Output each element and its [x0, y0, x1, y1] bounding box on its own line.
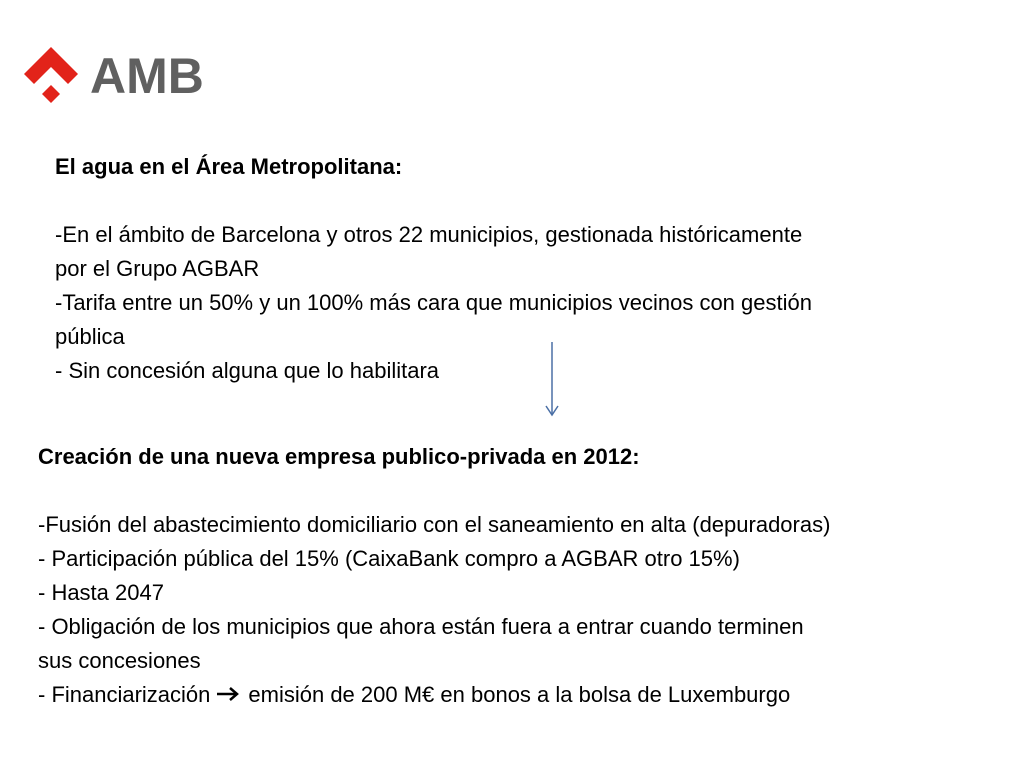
amb-logo-text: AMB [90, 48, 204, 104]
financiarizacion-label: - Financiarización [38, 682, 211, 707]
section-nueva-empresa [38, 440, 998, 712]
section-agua-area-metropolitana [55, 150, 955, 388]
section1-line: -En el ámbito de Barcelona y otros 22 municipios, gestionada históricamente [55, 222, 803, 247]
section2-line-financiarizacion [38, 678, 998, 712]
section1-line: - Sin concesión alguna que lo habilitara [55, 358, 440, 383]
section1-line: pública [55, 324, 125, 349]
section1-line: -Tarifa entre un 50% y un 100% más cara que municipios vecinos con gestión [55, 290, 812, 315]
section1-heading: El agua en el Área Metropolitana: [55, 154, 403, 179]
section2-heading: Creación de una nueva empresa publico-privada en 2012: [38, 444, 640, 469]
amb-logo-mark-icon [22, 45, 80, 107]
right-arrow-icon [216, 686, 242, 702]
section2-line: -Fusión del abastecimiento domiciliario con el saneamiento en alta (depuradoras) [38, 512, 831, 537]
section1-line: por el Grupo AGBAR [55, 256, 260, 281]
financiarizacion-detail: emisión de 200 M€ en bonos a la bolsa de Luxemburgo [248, 682, 791, 707]
section2-line: sus concesiones [38, 648, 201, 673]
section2-line: - Hasta 2047 [38, 580, 164, 605]
down-arrow-icon [540, 340, 564, 420]
section2-line: - Participación pública del 15% (CaixaBank compro a AGBAR otro 15%) [38, 546, 740, 571]
section2-line: - Obligación de los municipios que ahora están fuera a entrar cuando terminen [38, 614, 804, 639]
amb-logo [22, 44, 204, 108]
